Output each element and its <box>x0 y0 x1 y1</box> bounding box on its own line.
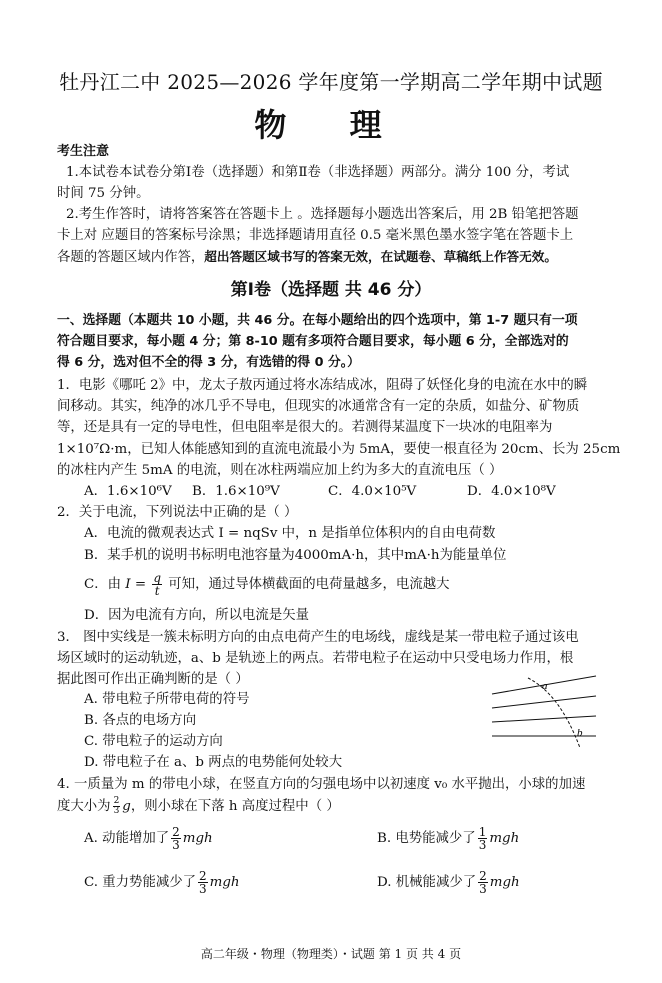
numerator: 1 <box>478 825 487 839</box>
notice-heading: 考生注意 <box>57 144 110 159</box>
q4-option-b <box>377 826 519 851</box>
field-line <box>492 716 596 722</box>
formula-lhs: I = <box>125 577 147 592</box>
electric-field-figure <box>488 674 600 752</box>
notice-line: 时间 75 分钟。 <box>57 186 150 201</box>
numerator: 2 <box>199 869 207 883</box>
subject-title: 物 理 <box>254 106 408 144</box>
option-text: C. 重力势能减少了 <box>84 875 197 890</box>
question-3-text: 场区域时的运动轨迹，a、b 是轨迹上的两点。若带电粒子在运动中只受电场力作用，根 <box>57 651 574 666</box>
denominator: 3 <box>172 838 180 852</box>
option-text: A. 动能增加了 <box>84 831 170 846</box>
option-text: B. 电势能减少了 <box>377 831 476 846</box>
q3-option-c: C. 带电粒子的运动方向 <box>84 734 223 749</box>
q1-option-d: D．4.0×10⁸V <box>467 484 556 499</box>
question-1-text: 1×10⁷Ω·m，已知人体能感知到的直流电流最小为 5mA，要使一根直径为 20cm、长为 25cm <box>57 442 621 457</box>
notice-line: 2.考生作答时，请将答案答在答题卡上 。选择题每小题选出答案后，用 2B 铅笔把答题 <box>66 207 579 222</box>
q2-option-b: B．某手机的说明书标明电池容量为4000mA·h，其中mA·h为能量单位 <box>84 548 507 563</box>
point-b-label: b <box>577 727 583 739</box>
fraction <box>478 870 488 895</box>
section-title: 第Ⅰ卷（选择题 共 46 分） <box>230 280 432 300</box>
denominator: 3 <box>479 882 487 896</box>
field-line <box>492 696 596 708</box>
mgh: mgh <box>489 875 520 890</box>
numerator: 2 <box>172 825 180 839</box>
fraction <box>171 826 181 851</box>
mgh: mgh <box>182 831 213 846</box>
q4-text: ，则小球在下落 h 高度过程中（ ） <box>130 799 340 814</box>
q2-option-d: D．因为电流有方向，所以电流是矢量 <box>84 608 309 623</box>
question-4-text: 4. 一质量为 m 的带电小球，在竖直方向的匀强电场中以初速度 v₀ 水平抛出，小球的加速 <box>57 777 586 792</box>
exam-header-title: 牡丹江二中 2025—2026 学年度第一学期高二学年期中试题 <box>59 70 603 94</box>
denominator: 3 <box>113 806 120 816</box>
notice-warning: 超出答题区域书写的答案无效，在试题卷、草稿纸上作答无效。 <box>204 249 557 264</box>
point-a-label: a <box>542 680 548 692</box>
fraction <box>198 870 208 895</box>
q3-option-a: A. 带电粒子所带电荷的符号 <box>84 692 250 707</box>
q1-option-c: C．4.0×10⁵V <box>328 484 417 499</box>
numerator: q <box>153 571 162 585</box>
q2-option-a: A．电流的微观表达式 I = nqSv 中，n 是指单位体积内的自由电荷数 <box>84 526 496 541</box>
notice-text: 各题的答题区域内作答， <box>57 250 205 265</box>
q4-text: 度大小为 <box>57 799 111 814</box>
denominator: 3 <box>478 838 487 852</box>
gravity-symbol: g <box>122 799 131 814</box>
page-footer: 高二年级・物理（物理类）・试题 第 1 页 共 4 页 <box>200 947 462 961</box>
fraction-q-over-t <box>152 572 162 597</box>
q2-option-c-text: 可知，通过导体横截面的电荷量越多，电流越大 <box>168 577 450 592</box>
question-3-text: 3． 图中实线是一簇未标明方向的由点电荷产生的电场线，虚线是某一带电粒子通过该电 <box>57 630 579 645</box>
question-1-text: 1．电影《哪吒 2》中，龙太子敖丙通过将水冻结成冰，阻碍了妖怪化身的电流在水中的瞬 <box>57 378 588 393</box>
fraction-two-thirds <box>113 797 121 816</box>
numerator: 2 <box>479 869 487 883</box>
section-instructions: 符合题目要求，每小题 4 分；第 8-10 题有多项符合题目要求，每小题 6 分，全部选对的 <box>57 334 569 349</box>
denominator: t <box>154 584 160 598</box>
numerator: 2 <box>113 796 120 806</box>
question-3-text: 据此图可作出正确判断的是（ ） <box>57 672 249 687</box>
q1-option-b: B．1.6×10⁹V <box>192 484 280 499</box>
section-instructions: 一、选择题（本题共 10 小题，共 46 分。在每小题给出的四个选项中，第 1-7 题只有一项 <box>57 313 578 328</box>
q3-option-d: D. 带电粒子在 a、b 两点的电势能何处较大 <box>84 755 343 770</box>
q4-option-a <box>84 826 213 851</box>
question-1-text: 的冰柱内产生 5mA 的电流，则在冰柱两端应加上约为多大的直流电压（ ） <box>57 463 503 478</box>
mgh: mgh <box>489 831 520 846</box>
q3-option-b: B. 各点的电场方向 <box>84 713 197 728</box>
question-1-text: 等，还是具有一定的导电性，但电阻率是很大的。若测得某温度下一块冰的电阻率为 <box>57 420 553 435</box>
q2-option-c-prefix: C．由 <box>84 577 122 592</box>
notice-line: 1.本试卷本试卷分第Ⅰ卷（选择题）和第Ⅱ卷（非选择题）两部分。满分 100 分，考试 <box>66 165 570 180</box>
fraction <box>478 826 488 851</box>
question-1-text: 间移动。其实，纯净的冰几乎不导电，但现实的冰通常含有一定的杂质，如盐分、矿物质 <box>57 399 580 414</box>
particle-trajectory <box>528 678 580 748</box>
q2-option-c <box>84 572 450 597</box>
denominator: 3 <box>199 882 207 896</box>
q4-option-c <box>84 870 240 895</box>
q1-option-a: A．1.6×10⁶V <box>84 484 172 499</box>
notice-line <box>57 247 557 268</box>
section-instructions: 得 6 分，选对但不全的得 3 分，有选错的得 0 分。） <box>57 355 360 370</box>
question-4-text <box>57 797 340 817</box>
notice-line: 卡上对 应题目的答案标号涂黑；非选择题请用直径 0.5 毫米黑色墨水签字笔在答题卡上 <box>57 228 574 243</box>
option-text: D. 机械能减少了 <box>377 875 477 890</box>
q4-option-d <box>377 870 520 895</box>
mgh: mgh <box>209 875 240 890</box>
question-2-stem: 2．关于电流，下列说法中正确的是（ ） <box>57 505 298 520</box>
